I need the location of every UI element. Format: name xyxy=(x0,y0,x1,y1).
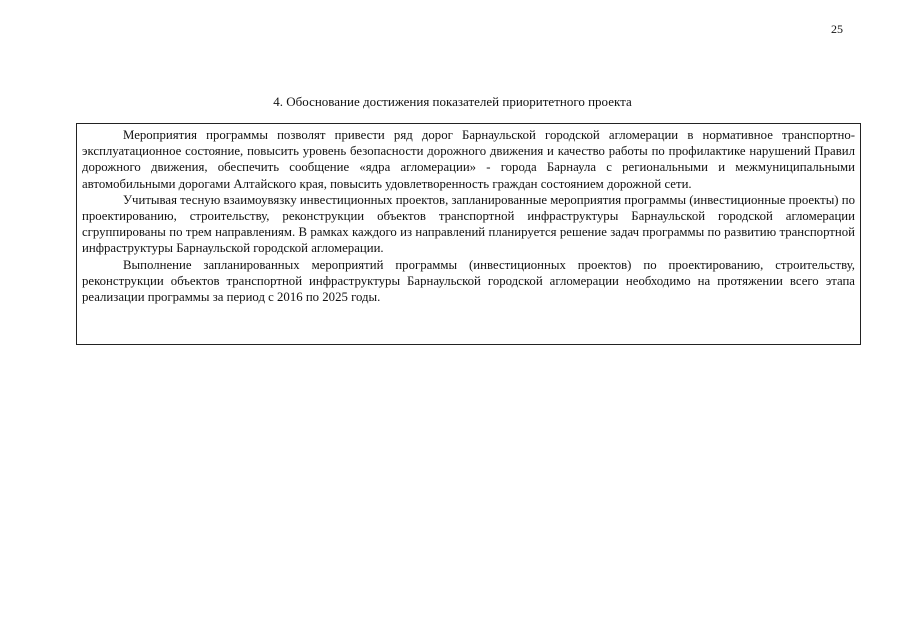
paragraph-3: Выполнение запланированных мероприятий программы (инвестиционных проектов) по проектированию, строительству, реконструкции объектов транспортной инфраструктуры Барнаульской городской агломерации необходимо на протяжении всего этапа реализации программы за период с 2016 по 2025 годы. xyxy=(82,257,855,305)
paragraph-2: Учитывая тесную взаимоувязку инвестиционных проектов, запланированные мероприятия программы (инвестиционные проекты) по проектированию, строительству, реконструкции объектов транспортной инфраструктуры Барнаульской городской агломерации сгруппированы по трем направлениям. В рамках каждого из направлений планируется решение задач программы по развитию транспортной инфраструктуры Барнаульской городской агломерации. xyxy=(82,192,855,256)
section-title: 4. Обоснование достижения показателей приоритетного проекта xyxy=(273,94,632,109)
content-box xyxy=(76,123,861,345)
page-number: 25 xyxy=(831,22,843,36)
paragraph-1: Мероприятия программы позволят привести ряд дорог Барнаульской городской агломерации в нормативное транспортно-эксплуатационное состояние, повысить уровень безопасности дорожного движения и качество работы по профилактике нарушений Правил дорожного движения, обеспечить сообщение «ядра агломерации» - города Барнаула с региональными и межмуниципальными автомобильными дорогами Алтайского края, повысить удовлетворенность граждан состоянием дорожной сети. xyxy=(82,128,855,191)
